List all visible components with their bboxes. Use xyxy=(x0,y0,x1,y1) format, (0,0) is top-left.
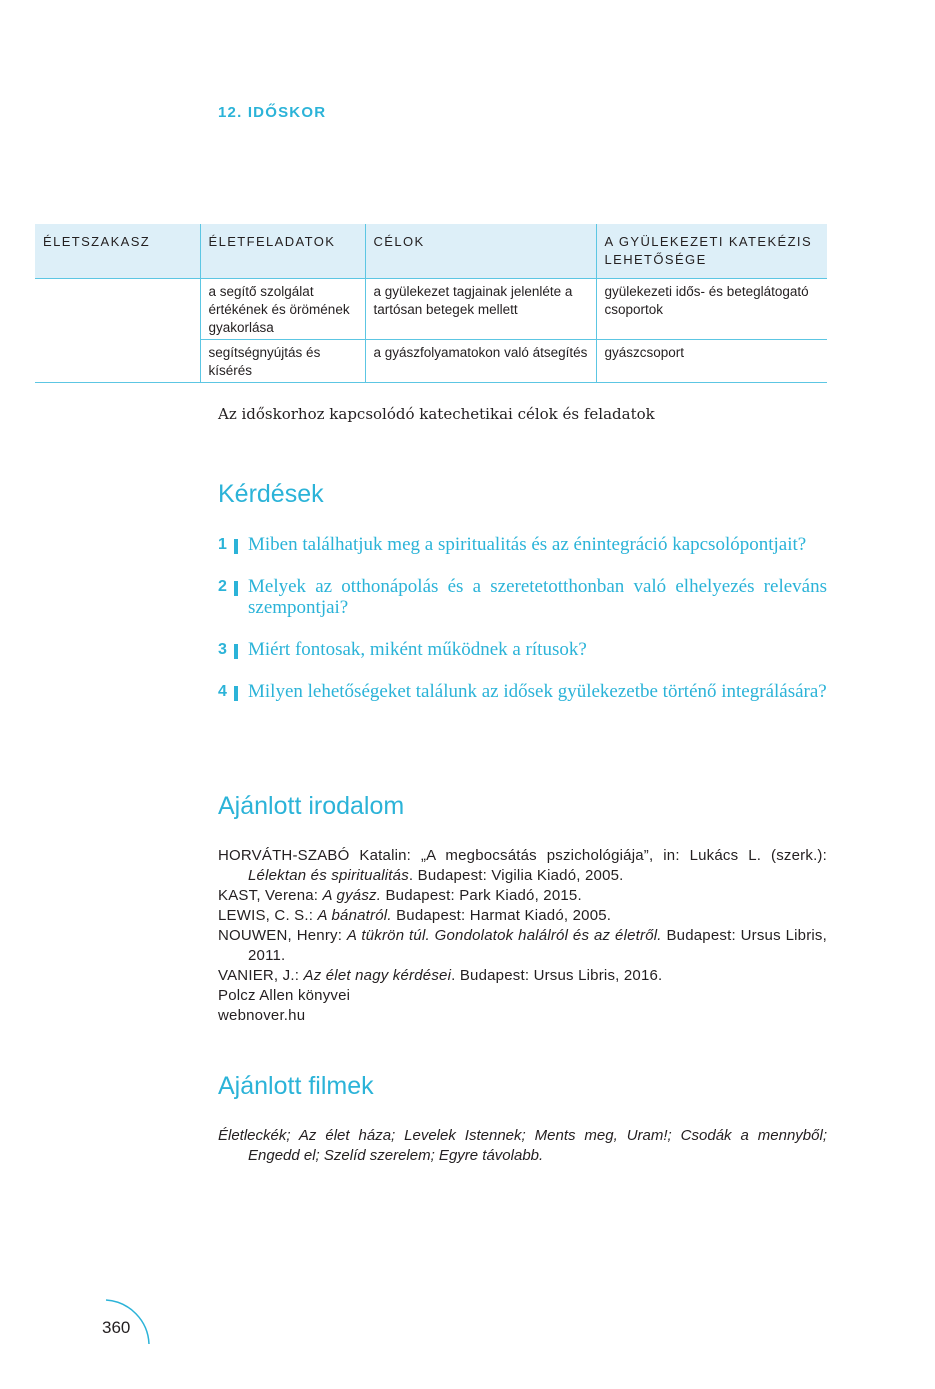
questions-heading: Kérdések xyxy=(218,480,324,508)
table-cell xyxy=(35,279,200,340)
question-number: 2 xyxy=(218,578,227,595)
table-header-cell: A GYÜLEKEZETI KATEKÉZIS LEHETŐSÉGE xyxy=(596,224,827,279)
question-bar-icon xyxy=(234,686,238,701)
literature-publication: Budapest: Park Kiadó, 2015. xyxy=(381,887,582,904)
literature-item xyxy=(218,906,827,926)
table-header-cell: CÉLOK xyxy=(365,224,596,279)
table-cell xyxy=(35,340,200,383)
literature-author: HORVÁTH-SZABÓ Katalin: „A megbocsátás pszichológiája”, in: Lukács L. (szerk.): xyxy=(218,847,827,864)
question-bar-icon xyxy=(234,644,238,659)
table-header-cell: ÉLETFELADATOK xyxy=(200,224,365,279)
question-item xyxy=(218,576,827,618)
literature-author: NOUWEN, Henry: xyxy=(218,927,347,944)
literature-item xyxy=(218,926,827,966)
table-cell: a gyászfolyamatokon való átsegítés xyxy=(365,340,596,383)
table-cell: gyülekezeti idős- és beteglátogató csoportok xyxy=(596,279,827,340)
table-cell: a gyülekezet tagjainak jelenléte a tartósan betegek mellett xyxy=(365,279,596,340)
films-heading: Ajánlott filmek xyxy=(218,1072,374,1100)
table-row xyxy=(35,340,827,383)
literature-title: Lélektan és spiritualitás xyxy=(248,867,409,884)
literature-link[interactable]: webnover.hu xyxy=(218,1007,306,1024)
literature-list xyxy=(218,846,827,1026)
question-text: Miért fontosak, miként működnek a rítusok? xyxy=(248,639,587,660)
questions-list xyxy=(218,534,827,723)
table-row xyxy=(35,279,827,340)
literature-heading: Ajánlott irodalom xyxy=(218,792,405,820)
table-header-cell: ÉLETSZAKASZ xyxy=(35,224,200,279)
table-cell: gyászcsoport xyxy=(596,340,827,383)
literature-title: Az élet nagy kérdései xyxy=(303,967,452,984)
literature-item xyxy=(218,846,827,886)
literature-item xyxy=(218,986,827,1006)
table-cell: a segítő szolgálat értékének és örömének gyakorlása xyxy=(200,279,365,340)
question-number: 1 xyxy=(218,536,227,553)
literature-item xyxy=(218,966,827,986)
question-bar-icon xyxy=(234,581,238,596)
films-list: Életleckék; Az élet háza; Levelek Istennek; Ments meg, Uram!; Csodák a mennyből; Engedd el; Szelíd szerelem; Egyre távolabb. xyxy=(218,1127,827,1164)
literature-item xyxy=(218,886,827,906)
literature-publication: . Budapest: Ursus Libris, 2016. xyxy=(451,967,663,984)
table-cell: segítségnyújtás és kísérés xyxy=(200,340,365,383)
question-item xyxy=(218,639,827,660)
literature-title: A gyász. xyxy=(322,887,382,904)
question-text: Miben találhatjuk meg a spiritualitás és az énintegráció kapcsolópontjait? xyxy=(248,534,807,555)
table-caption: Az időskorhoz kapcsolódó katechetikai célok és feladatok xyxy=(218,405,655,423)
literature-author: VANIER, J.: xyxy=(218,967,304,984)
question-text: Melyek az otthonápolás és a szeretetotthonban való elhelyezés releváns szempontjai? xyxy=(248,576,827,618)
question-item xyxy=(218,534,827,555)
table-header-row xyxy=(35,224,827,279)
question-item xyxy=(218,681,827,702)
literature-title: A tükrön túl. Gondolatok halálról és az életről. xyxy=(346,927,662,944)
literature-publication: . Budapest: Vigilia Kiadó, 2005. xyxy=(408,867,624,884)
literature-publication: Budapest: Harmat Kiadó, 2005. xyxy=(391,907,612,924)
page-number: 360 xyxy=(102,1318,131,1337)
question-bar-icon xyxy=(234,539,238,554)
running-head: 12. IDŐSKOR xyxy=(218,104,327,121)
catechesis-table xyxy=(35,224,827,383)
literature-author: LEWIS, C. S.: xyxy=(218,907,318,924)
question-number: 3 xyxy=(218,641,227,658)
question-text: Milyen lehetőségeket találunk az idősek gyülekezetbe történő integrálására? xyxy=(248,681,827,702)
question-number: 4 xyxy=(218,683,227,700)
literature-item xyxy=(218,1006,827,1026)
literature-author: KAST, Verena: xyxy=(218,887,323,904)
literature-publication: Budapest: Ursus Libris, 2011. xyxy=(248,927,827,964)
literature-author: Polcz Allen könyvei xyxy=(218,987,351,1004)
literature-title: A bánatról. xyxy=(317,907,392,924)
